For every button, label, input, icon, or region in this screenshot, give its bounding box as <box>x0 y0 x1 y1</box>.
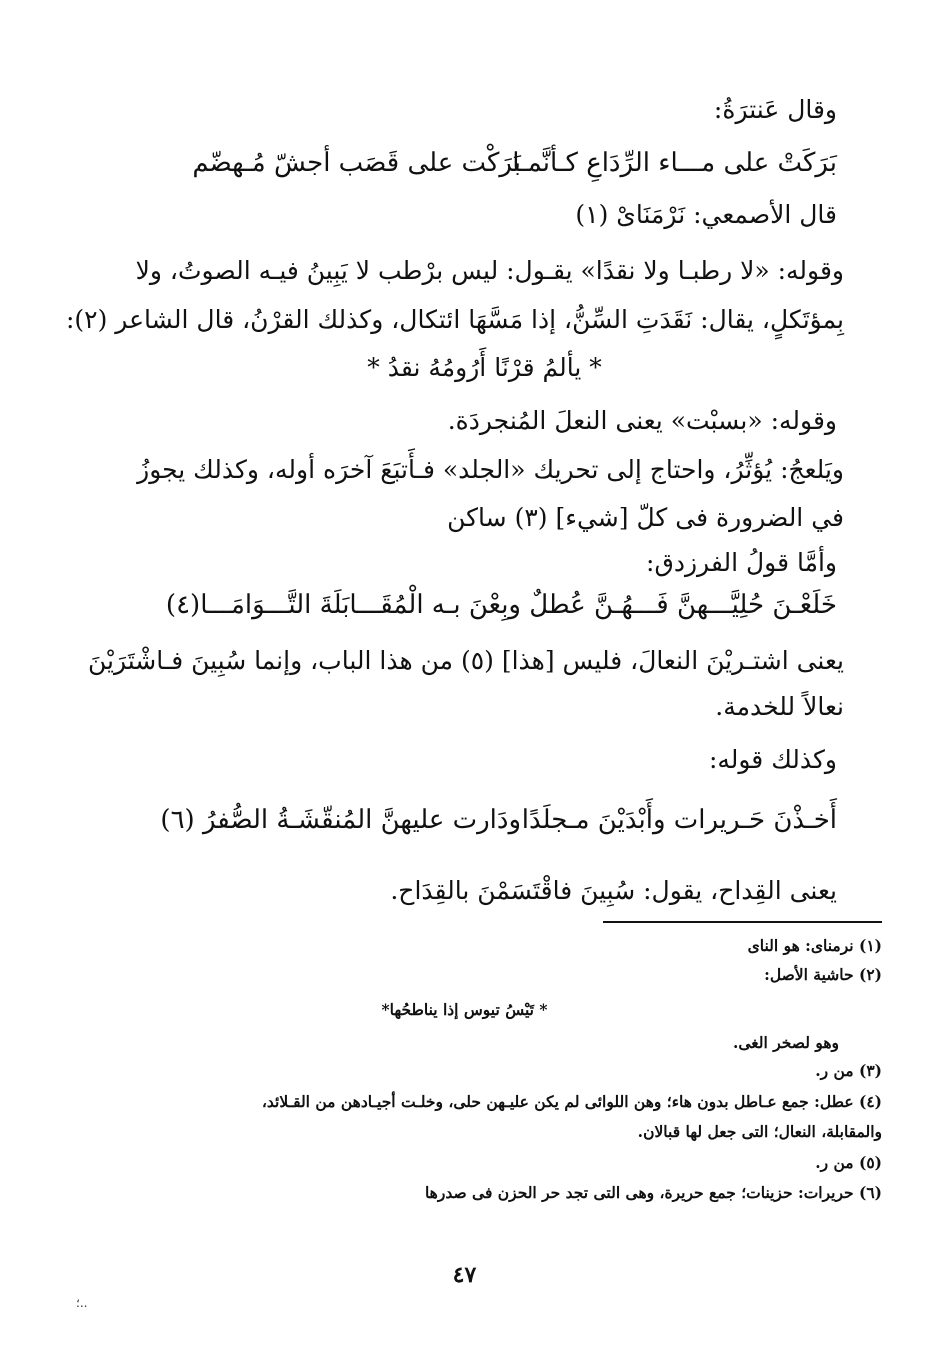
verse-first-hemistich: أَخـذْنَ حَـريرات وأَبْدَيْنَ مـجلَدًا <box>521 805 837 835</box>
quoted-verse: * يألمُ قرْنًا أَرُومُهُ نقدُ * <box>367 353 602 382</box>
text-line: وقال عَنترَةُ: <box>713 95 837 124</box>
text-line: وأمَّا قولُ الفرزدق: <box>646 548 837 577</box>
text-line: يعنى القِداح، يقول: سُبِينَ فاقْتَسَمْنَ بالقِدَاح. <box>390 876 837 905</box>
verse-first-hemistich: بَرَكَتْ على مـــاء الرِّدَاعِ كـأنَّمـا <box>512 148 837 178</box>
footnote: (٦) حريرات: حزينات؛ جمع حريرة، وهى التى تجد حر الحزن فى صدرها <box>424 1183 882 1202</box>
text-line: في الضرورة فى كلّ [شيء] (٣) ساكن <box>447 503 844 532</box>
margin-mark: ؛.. <box>76 1296 88 1310</box>
verse-second-hemistich: بَرَكْت على قَصَب أجشّ مُـهضّم <box>192 148 521 178</box>
text-line: وقوله: «بسبْت» يعنى النعلَ المُنجردَة. <box>447 406 837 435</box>
footnote: (٥) من ر. <box>815 1153 882 1172</box>
verse-second-hemistich: ودَارت عليهنَّ المُنقّشَـةُ الصُّفرُ (٦) <box>160 805 521 835</box>
text-line: بِمؤتَكلٍ، يقال: نَقَدَتِ السِّنُّ، إذا مَسَّهَا ائتكال، وكذلك القرْنُ، قال الشاعر (٢): <box>65 305 844 334</box>
footnote-separator <box>603 921 882 923</box>
footnote: (٢) حاشية الأصل: <box>764 965 882 984</box>
footnote: (١) نرمناى: هو الناى <box>747 936 882 955</box>
footnote: (٤) عطل: جمع عـاطل بدون هاء؛ وهن اللوائى لم يكن عليـهن حلى، وخلـت أجيـادهن من القـلائد، <box>261 1092 882 1111</box>
text-line: قال الأصمعي: نَرْمَنَاىْ (١) <box>575 200 837 229</box>
text-line: ويَلعجُ: يُؤثِّرُ، واحتاج إلى تحريك «الجلد» فـأَتبَعَ آخرَه أوله، وكذلك يجوزُ <box>137 455 844 484</box>
footnote-verse: * تَيْسُ تيوس إذا يناطحُها* <box>381 1000 548 1019</box>
text-line: يعنى اشتـريْنَ النعالَ، فليس [هذا] (٥) من هذا الباب، وإنما سُبِينَ فـاشْتَرَيْنَ <box>87 646 844 675</box>
footnote: (٣) من ر. <box>815 1061 882 1080</box>
text-line: نعالاً للخدمة. <box>715 692 844 721</box>
text-line: وكذلك قوله: <box>708 745 837 774</box>
footnote: وهو لصخر الغى. <box>732 1033 839 1052</box>
verse-second-hemistich: وبِعْنَ بـه الْمُقَـــابَلَةَ التَّـــوَامَـــا(٤) <box>165 590 521 620</box>
page-number: ٤٧ <box>452 1262 477 1288</box>
verse-first-hemistich: خَلَعْـنَ حُلِيَّـــهنَّ فَـــهُـنَّ عُطلٌ <box>529 590 837 620</box>
text-line: وقوله: «لا رطبـا ولا نقدًا» يقـول: ليس برْطب لا يَبِينُ فيـه الصوتُ، ولا <box>135 256 844 285</box>
footnote: والمقابلة، النعال؛ التى جعل لها قبالان. <box>637 1122 882 1141</box>
